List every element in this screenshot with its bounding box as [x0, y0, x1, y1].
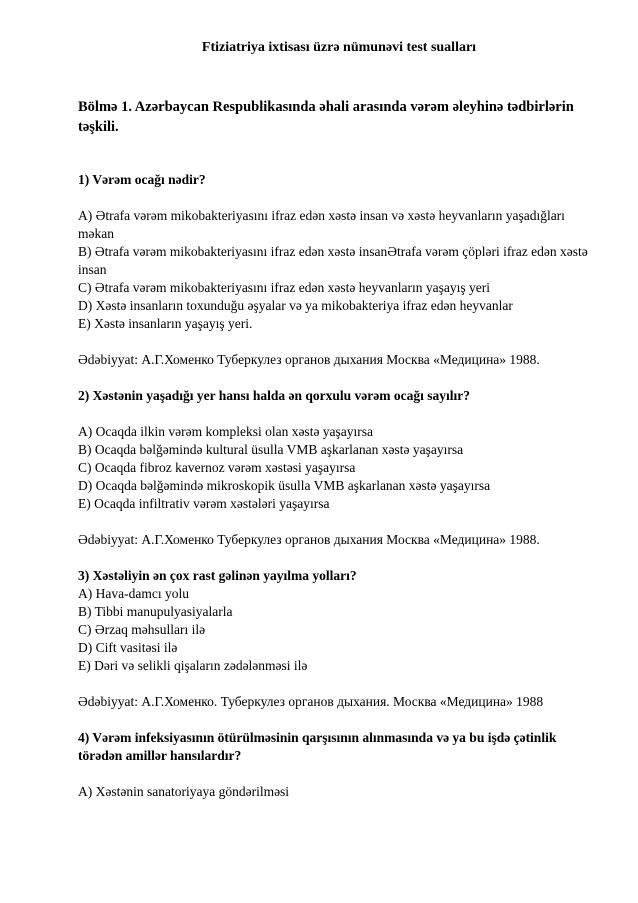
option-b: B) Tibbi manupulyasiyalarla	[78, 604, 233, 619]
option-a: A) Hava-damcı yolu	[78, 586, 189, 601]
option-b: B) Ətrafa vərəm mikobakteriyasını ifraz edən xəstə insanƏtrafa vərəm çöpləri ifraz edən xəstə insan	[78, 244, 588, 277]
option-d: D) Ocaqda bəlğəmində mikroskopik üsulla VMB aşkarlanan xəstə yaşayırsa	[78, 478, 491, 493]
question-2-options	[78, 423, 588, 513]
option-c: C) Ocaqda fibroz kavernoz vərəm xəstəsi yaşayırsa	[78, 460, 356, 475]
option-e: E) Ocaqda infiltrativ vərəm xəstələri yaşayırsa	[78, 496, 330, 511]
question-2: 2) Xəstənin yaşadığı yer hansı halda ən qorxulu vərəm ocağı sayılır?	[78, 388, 471, 403]
literature-2: Ədəbiyyat: А.Г.Хоменко Туберкулез органов дыхания Москва «Медицина» 1988.	[78, 532, 540, 547]
option-c: C) Ərzaq məhsulları ilə	[78, 622, 206, 637]
literature-3: Ədəbiyyat: А.Г.Хоменко. Туберкулез органов дыхания. Москва «Медицина» 1988	[78, 694, 544, 709]
question-3: 3) Xəstəliyin ən çox rast gəlinən yayılma yolları?	[78, 568, 357, 583]
option-d: D) Cift vasitəsi ilə	[78, 640, 178, 655]
question-1-options	[78, 207, 588, 333]
question-4: 4) Vərəm infeksiyasının ötürülməsinin qarşısının alınmasında və ya bu işdə çətinlik törədən amillər hansılardır?	[78, 730, 557, 763]
option-b: B) Ocaqda bəlğəmində kultural üsulla VMB aşkarlanan xəstə yaşayırsa	[78, 442, 464, 457]
question-4-options	[78, 783, 588, 801]
option-a: A) Xəstənin sanatoriyaya göndərilməsi	[78, 784, 290, 799]
literature-1: Ədəbiyyat: А.Г.Хоменко Туберкулез органов дыхания Москва «Медицина» 1988.	[78, 352, 540, 367]
option-a: A) Ocaqda ilkin vərəm kompleksi olan xəstə yaşayırsa	[78, 424, 374, 439]
option-a: A) Ətrafa vərəm mikobakteriyasını ifraz edən xəstə insan və xəstə heyvanların yaşadığları məkan	[78, 208, 565, 241]
option-c: C) Ətrafa vərəm mikobakteriyasını ifraz edən xəstə heyvanların yaşayış yeri	[78, 280, 490, 295]
document-title: Ftiziatriya ixtisası üzrə nümunəvi test sualları	[201, 40, 477, 55]
section-title: Bölmə 1. Azərbaycan Respublikasında əhali arasında vərəm əleyhinə tədbirlərin təşkili.	[78, 99, 574, 135]
option-e: E) Xəstə insanların yaşayış yeri.	[78, 316, 253, 331]
question-1: 1) Vərəm ocağı nədir?	[78, 172, 206, 187]
question-3-options	[78, 585, 588, 675]
option-d: D) Xəstə insanların toxunduğu əşyalar və ya mikobakteriya ifraz edən heyvanlar	[78, 298, 513, 313]
option-e: E) Dəri və selikli qişaların zədələnməsi ilə	[78, 658, 308, 673]
